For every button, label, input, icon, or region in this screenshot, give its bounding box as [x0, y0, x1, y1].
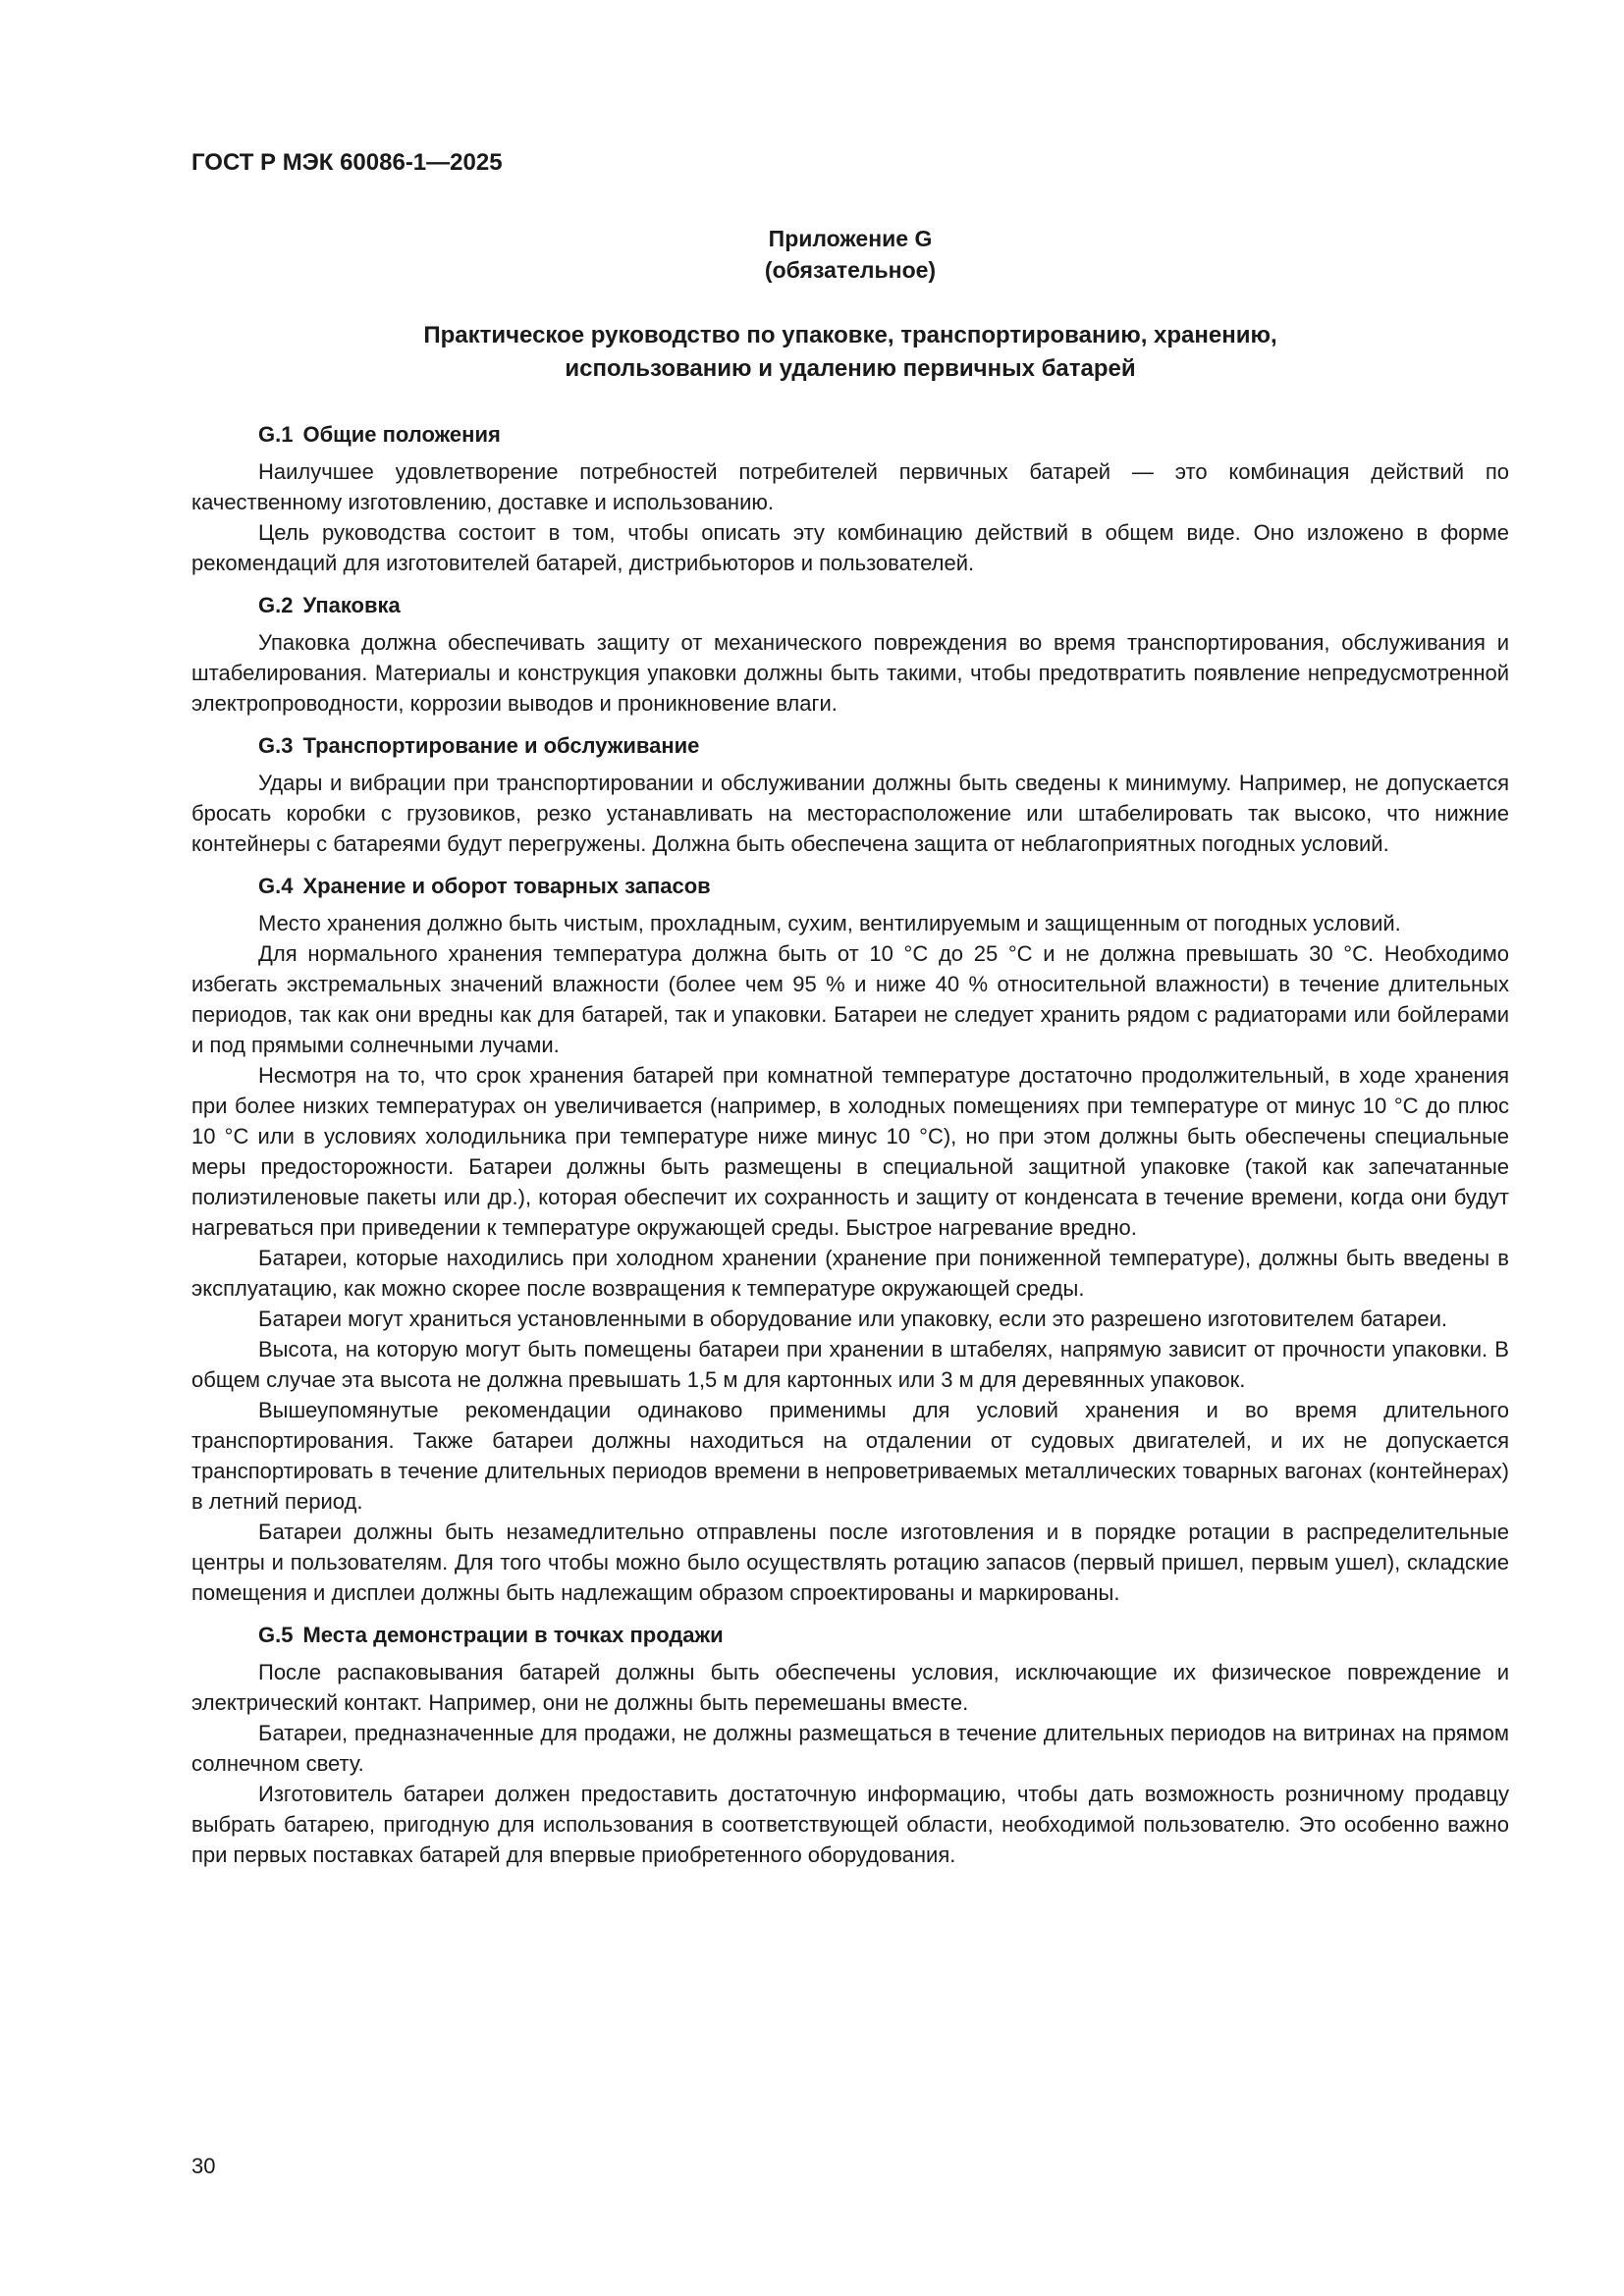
paragraph: Батареи могут храниться установленными в оборудование или упаковку, если это разрешено изготовителем батареи.: [258, 1307, 1447, 1331]
paragraph: Упаковка должна обеспечивать защиту от механического повреждения во время транспортирования, обслуживания и штабелирования. Материалы и конструкция упаковки должны быть такими, чтобы предотвратить появление непредусмотренной электропроводности, коррозии выводов и проникновение влаги.: [191, 630, 1509, 716]
section-title: Общие положения: [302, 422, 501, 447]
paragraph: Несмотря на то, что срок хранения батарей при комнатной температуре достаточно продолжительный, в ходе хранения при более низких температурах он увеличивается (например, в холодных помещениях при температуре от минус 10 °C до плюс 10 °C или в условиях холодильника при температуре ниже минус 10 °C), но при этом должны быть обеспечены специальные меры предосторожности. Батареи должны быть размещены в специальной защитной упаковке (такой как запечатанные полиэтиленовые пакеты или др.), которая обеспечит их сохранность и защиту от конденсата в течение времени, когда они будут нагреваться при приведении к температуре окружающей среды. Быстрое нагревание вредно.: [191, 1063, 1509, 1240]
section-g5: [191, 1620, 1509, 1870]
section-title: Места демонстрации в точках продажи: [302, 1623, 724, 1647]
document-page: [191, 147, 1509, 1870]
paragraph: После распаковывания батарей должны быть обеспечены условия, исключающие их физическое повреждение и электрический контакт. Например, они не должны быть перемешаны вместе.: [191, 1660, 1509, 1715]
section-heading: [191, 730, 1509, 762]
paragraph: Батареи, которые находились при холодном хранении (хранение при пониженной температуре), должны быть введены в эксплуатацию, как можно скорее после возвращения к температуре окружающей среды.: [191, 1246, 1509, 1301]
section-number: G.2: [258, 593, 294, 617]
paragraph: Цель руководства состоит в том, чтобы описать эту комбинацию действий в общем виде. Оно изложено в форме рекомендаций для изготовителей батарей, дистрибьюторов и пользователей.: [191, 520, 1509, 575]
section-g2: [191, 590, 1509, 719]
annex-status: (обязательное): [764, 257, 937, 283]
section-g4: [191, 871, 1509, 1608]
paragraph: Для нормального хранения температура должна быть от 10 °C до 25 °C и не должна превышать 30 °C. Необходимо избегать экстремальных значений влажности (более чем 95 % и ниже 40 % относительной влажности) в течение длительных периодов, так как они вредны как для батарей, так и упаковки. Батареи не следует хранить рядом с радиаторами или бойлерами и под прямыми солнечными лучами.: [191, 941, 1509, 1057]
paragraph: Батареи должны быть незамедлительно отправлены после изготовления и в порядке ротации в распределительные центры и пользователям. Для того чтобы можно было осуществлять ротацию запасов (первый пришел, первым ушел), складские помещения и дисплеи должны быть надлежащим образом спроектированы и маркированы.: [191, 1520, 1509, 1605]
section-title: Упаковка: [302, 593, 401, 617]
paragraph: Высота, на которую могут быть помещены батареи при хранении в штабелях, напрямую зависит от прочности упаковки. В общем случае эта высота не должна превышать 1,5 м для картонных или 3 м для деревянных упаковок.: [191, 1337, 1509, 1392]
section-number: G.4: [258, 874, 294, 898]
paragraph: Изготовитель батареи должен предоставить достаточную информацию, чтобы дать возможность розничному продавцу выбрать батарею, пригодную для использования в соответствующей области, необходимой пользователю. Это особенно важно при первых поставках батарей для впервые приобретенного оборудования.: [191, 1782, 1509, 1867]
section-heading: [191, 871, 1509, 902]
paragraph: Место хранения должно быть чистым, прохладным, сухим, вентилируемым и защищенным от погодных условий.: [258, 911, 1401, 935]
paragraph: Вышеупомянутые рекомендации одинаково применимы для условий хранения и во время длительного транспортирования. Также батареи должны находиться на отдалении от судовых двигателей, и их не допускается транспортировать в течение длительных периодов времени в непроветриваемых металлических товарных вагонах (контейнерах) в летний период.: [191, 1398, 1509, 1514]
section-number: G.3: [258, 733, 294, 758]
page-number: 30: [191, 2154, 216, 2178]
section-number: G.5: [258, 1623, 294, 1647]
annex-title: Приложение G: [768, 226, 933, 251]
section-title: Транспортирование и обслуживание: [302, 733, 700, 758]
section-heading: [191, 590, 1509, 621]
section-title: Хранение и оборот товарных запасов: [302, 874, 711, 898]
annex-heading: [191, 319, 1509, 386]
section-g1: [191, 419, 1509, 578]
document-header: ГОСТ Р МЭК 60086-1—2025: [191, 149, 503, 176]
section-heading: [191, 419, 1509, 451]
section-g3: [191, 730, 1509, 859]
paragraph: Наилучшее удовлетворение потребностей потребителей первичных батарей — это комбинация действий по качественному изготовлению, доставке и использованию.: [191, 459, 1509, 514]
annex-heading-line: использованию и удалению первичных батарей: [565, 355, 1136, 382]
section-number: G.1: [258, 422, 294, 447]
section-heading: [191, 1620, 1509, 1651]
annex-heading-line: Практическое руководство по упаковке, транспортированию, хранению,: [423, 322, 1277, 348]
paragraph: Батареи, предназначенные для продажи, не должны размещаться в течение длительных периодов на витринах на прямом солнечном свету.: [191, 1721, 1509, 1776]
paragraph: Удары и вибрации при транспортировании и обслуживании должны быть сведены к минимуму. Например, не допускается бросать коробки с грузовиков, резко устанавливать на месторасположение или штабелировать так высоко, что нижние контейнеры с батареями будут перегружены. Должна быть обеспечена защита от неблагоприятных погодных условий.: [191, 771, 1509, 856]
